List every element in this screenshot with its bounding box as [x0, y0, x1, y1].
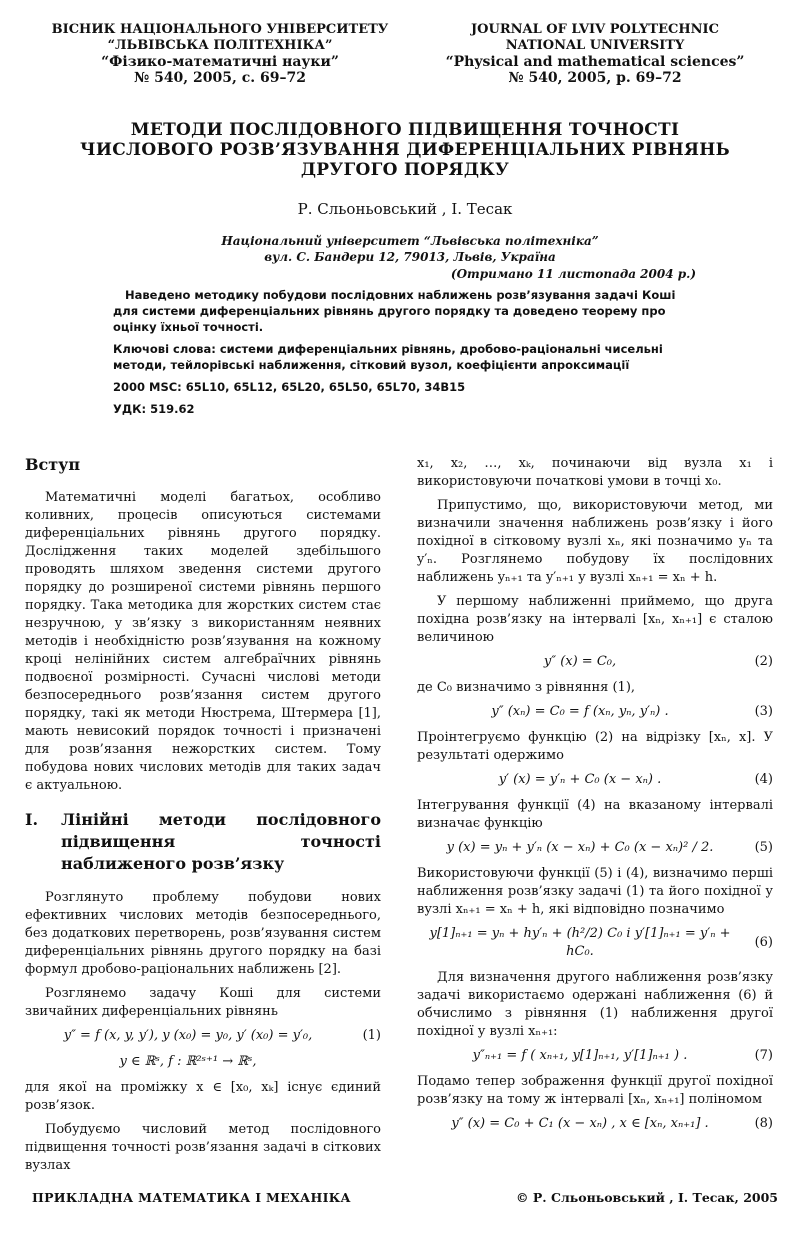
intro-paragraph: Математичні моделі багатьох, особливо коливних, процесів описуються системами диференціальних рівнянь другого порядку. Дослідження таких моделей здебільшого проводять шляхом зведення системи другого порядку до розширеної системи рівнянь першого порядку. Така методика для жорстких систем стає незручною, у зв’язку з використанням неявних методів і необхідністю розв’язування на кожному кроці нелінійних систем алгебраїчних рівнянь подвоєної розмірності. Сучасні числові методи безпосереднього розв’язання систем другого порядку, такі як методи Нюстрема, Штермера [1], мають невисокий порядок точності і призначені для розв’язання нежорстких систем. Тому побудова нових числових методів для таких задач є актуальною.	[25, 490, 381, 793]
equation-1-number: (1)	[362, 1028, 381, 1043]
journal-series-en: “Physical and mathematical sciences”	[445, 54, 745, 70]
paper-title-line2: ЧИСЛОВОГО РОЗВ’ЯЗУВАННЯ ДИФЕРЕНЦІАЛЬНИХ РІВНЯНЬ	[80, 140, 730, 160]
journal-issue-en: № 540, 2005, p. 69–72	[508, 70, 682, 86]
abstract	[113, 287, 695, 423]
equation-3	[417, 703, 773, 721]
msc-label: 2000 MSC:	[113, 380, 182, 394]
right-para7: Для визначення другого наближення розв’язку задачі використаємо одержані наближення (6) й обчислимо з рівняння (1) наближення другої похідної у вузлі xₙ₊₁:	[417, 970, 773, 1039]
right-para3: де C₀ визначимо з рівняння (1),	[417, 680, 636, 695]
section1-title: Лінійні методи послідовного підвищення точності наближеного розв’язку	[61, 810, 381, 873]
equation-6	[417, 925, 773, 961]
section1-para2: Розглянемо задачу Коші для системи звичайних диференціальних рівнянь	[25, 986, 381, 1019]
equation-1	[25, 1027, 381, 1045]
equation-7-body: y″ₙ₊₁ = f ( xₙ₊₁, y[1]ₙ₊₁, y′[1]ₙ₊₁ ) .	[472, 1048, 688, 1063]
right-para8: Подамо тепер зображення функції другої похідної розв’язку на тому ж інтервалі [xₙ, xₙ₊₁] поліномом	[417, 1074, 773, 1107]
equation-8-body: y″ (x) = C₀ + C₁ (x − xₙ) , x ∈ [xₙ, xₙ₊₁] .	[451, 1116, 709, 1131]
equation-8	[417, 1115, 773, 1133]
left-column	[25, 455, 381, 1181]
paper-title-line1: МЕТОДИ ПОСЛІДОВНОГО ПІДВИЩЕННЯ ТОЧНОСТІ	[130, 120, 680, 140]
right-para1: Припустимо, що, використовуючи метод, ми визначили значення наближень розв’язку і його похідної в сітковому вузлі xₙ, які позначимо yₙ та y′ₙ. Розглянемо побудову їх послідовних наближень yₙ₊₁ та y′ₙ₊₁ у вузлі xₙ₊₁ = xₙ + h.	[417, 498, 773, 585]
keywords	[113, 341, 695, 373]
authors: Р. Сльоньовський , І. Тесак	[297, 200, 513, 218]
paper-title-line3: ДРУГОГО ПОРЯДКУ	[300, 160, 510, 180]
section1-heading	[25, 809, 381, 875]
right-para5: Інтегрування функції (4) на вказаному інтервалі визначає функцію	[417, 798, 773, 831]
right-column	[417, 455, 773, 1141]
journal-name-line2: “ЛЬВІВСЬКА ПОЛІТЕХНІКА”	[107, 38, 333, 53]
journal-name-line1-en: JOURNAL OF LVIV POLYTECHNIC	[471, 22, 719, 37]
journal-name-line2-en: NATIONAL UNIVERSITY	[505, 38, 685, 53]
equation-4-number: (4)	[754, 772, 773, 787]
equation-2	[417, 653, 773, 671]
journal-header-ukrainian	[50, 22, 390, 86]
udk-label: УДК:	[113, 402, 147, 416]
paper-title	[60, 120, 750, 180]
equation-8-number: (8)	[754, 1116, 773, 1131]
journal-series: “Фізико-математичні науки”	[101, 54, 339, 70]
footer-copyright: © Р. Сльоньовський , І. Тесак, 2005	[516, 1190, 778, 1205]
equation-6-body: y[1]ₙ₊₁ = yₙ + hy′ₙ + (h²/2) C₀ і y′[1]ₙ₊₁ = y′ₙ + hC₀.	[429, 926, 731, 959]
equation-7	[417, 1047, 773, 1065]
right-para0: x₁, x₂, …, xₖ, починаючи від вузла x₁ і використовуючи початкові умови в точці x₀.	[417, 456, 773, 489]
keywords-text: системи диференціальних рівнянь, дробово-раціональні чисельні методи, тейлорівські наближення, сітковий вузол, коефіцієнти апроксимації	[113, 342, 663, 372]
section1-para1: Розглянуто проблему побудови нових ефективних числових методів безпосереднього, без додаткових перетворень, розв’язування систем диференціальних рівнянь другого порядку на базі формул дробово-раціональних наближень [2].	[25, 890, 381, 977]
equation-3-number: (3)	[754, 704, 773, 719]
section1-number: I.	[25, 810, 39, 829]
keywords-label: Ключові слова:	[113, 342, 216, 356]
equation-7-number: (7)	[754, 1048, 773, 1063]
equation-1-body: y″ = f (x, y, y′), y (x₀) = y₀, y′ (x₀) = y′₀,	[63, 1028, 313, 1043]
msc-codes: 65L10, 65L12, 65L20, 65L50, 65L70, 34B15	[185, 380, 466, 394]
journal-name-line1: ВІСНИК НАЦІОНАЛЬНОГО УНІВЕРСИТЕТУ	[51, 22, 389, 37]
equation-5-body: y (x) = yₙ + y′ₙ (x − xₙ) + C₀ (x − xₙ)² / 2.	[446, 840, 714, 855]
equation-2-body: y″ (x) = C₀,	[543, 654, 617, 669]
right-para4: Проінтегруємо функцію (2) на відрізку [xₙ, x]. У результаті одержимо	[417, 730, 773, 763]
affiliation-line2: вул. С. Бандери 12, 79013, Львів, Україна	[264, 250, 556, 264]
equation-5-number: (5)	[754, 840, 773, 855]
section1-para3: для якої на проміжку x ∈ [x₀, xₖ] існує єдиний розв’язок.	[25, 1080, 381, 1113]
journal-header-english	[425, 22, 765, 86]
journal-issue: № 540, 2005, с. 69–72	[133, 70, 306, 86]
equation-2-number: (2)	[754, 654, 773, 669]
equation-4-body: y′ (x) = y′ₙ + C₀ (x − xₙ) .	[498, 772, 662, 787]
right-para6: Використовуючи функції (5) і (4), визначимо перші наближення розв’язку задачі (1) та його похідної у вузлі xₙ₊₁ = xₙ + h, які відповідно позначимо	[417, 866, 773, 917]
received-date: (Отримано 11 листопада 2004 р.)	[450, 267, 696, 281]
equation-4	[417, 771, 773, 789]
footer-section-name: ПРИКЛАДНА МАТЕМАТИКА І МЕХАНІКА	[32, 1190, 351, 1205]
abstract-text: Наведено методику побудови послідовних наближень розв’язування задачі Коші для системи диференціальних рівнянь другого порядку та доведено теорему про оцінку їхньої точності.	[113, 288, 676, 334]
section1-para4: Побудуємо числовий метод послідовного підвищення точності розв’язання задачі в сіткових вузлах	[25, 1122, 381, 1173]
equation-1b-body: y ∈ ℝˢ, f : ℝ²ˢ⁺¹ → ℝˢ,	[119, 1054, 257, 1069]
udk	[113, 401, 695, 417]
udk-code: 519.62	[150, 402, 195, 416]
affiliation	[150, 233, 670, 265]
equation-6-number: (6)	[754, 935, 773, 950]
equation-5	[417, 839, 773, 857]
msc	[113, 379, 695, 395]
affiliation-line1: Національний університет “Львівська політехніка”	[221, 234, 599, 248]
equation-1b	[25, 1053, 381, 1071]
intro-heading: Вступ	[25, 455, 81, 474]
right-para2: У першому наближенні приймемо, що друга похідна розв’язку на інтервалі [xₙ, xₙ₊₁] є сталою величиною	[417, 594, 773, 645]
equation-3-body: y″ (xₙ) = C₀ = f (xₙ, yₙ, y′ₙ) .	[491, 704, 669, 719]
